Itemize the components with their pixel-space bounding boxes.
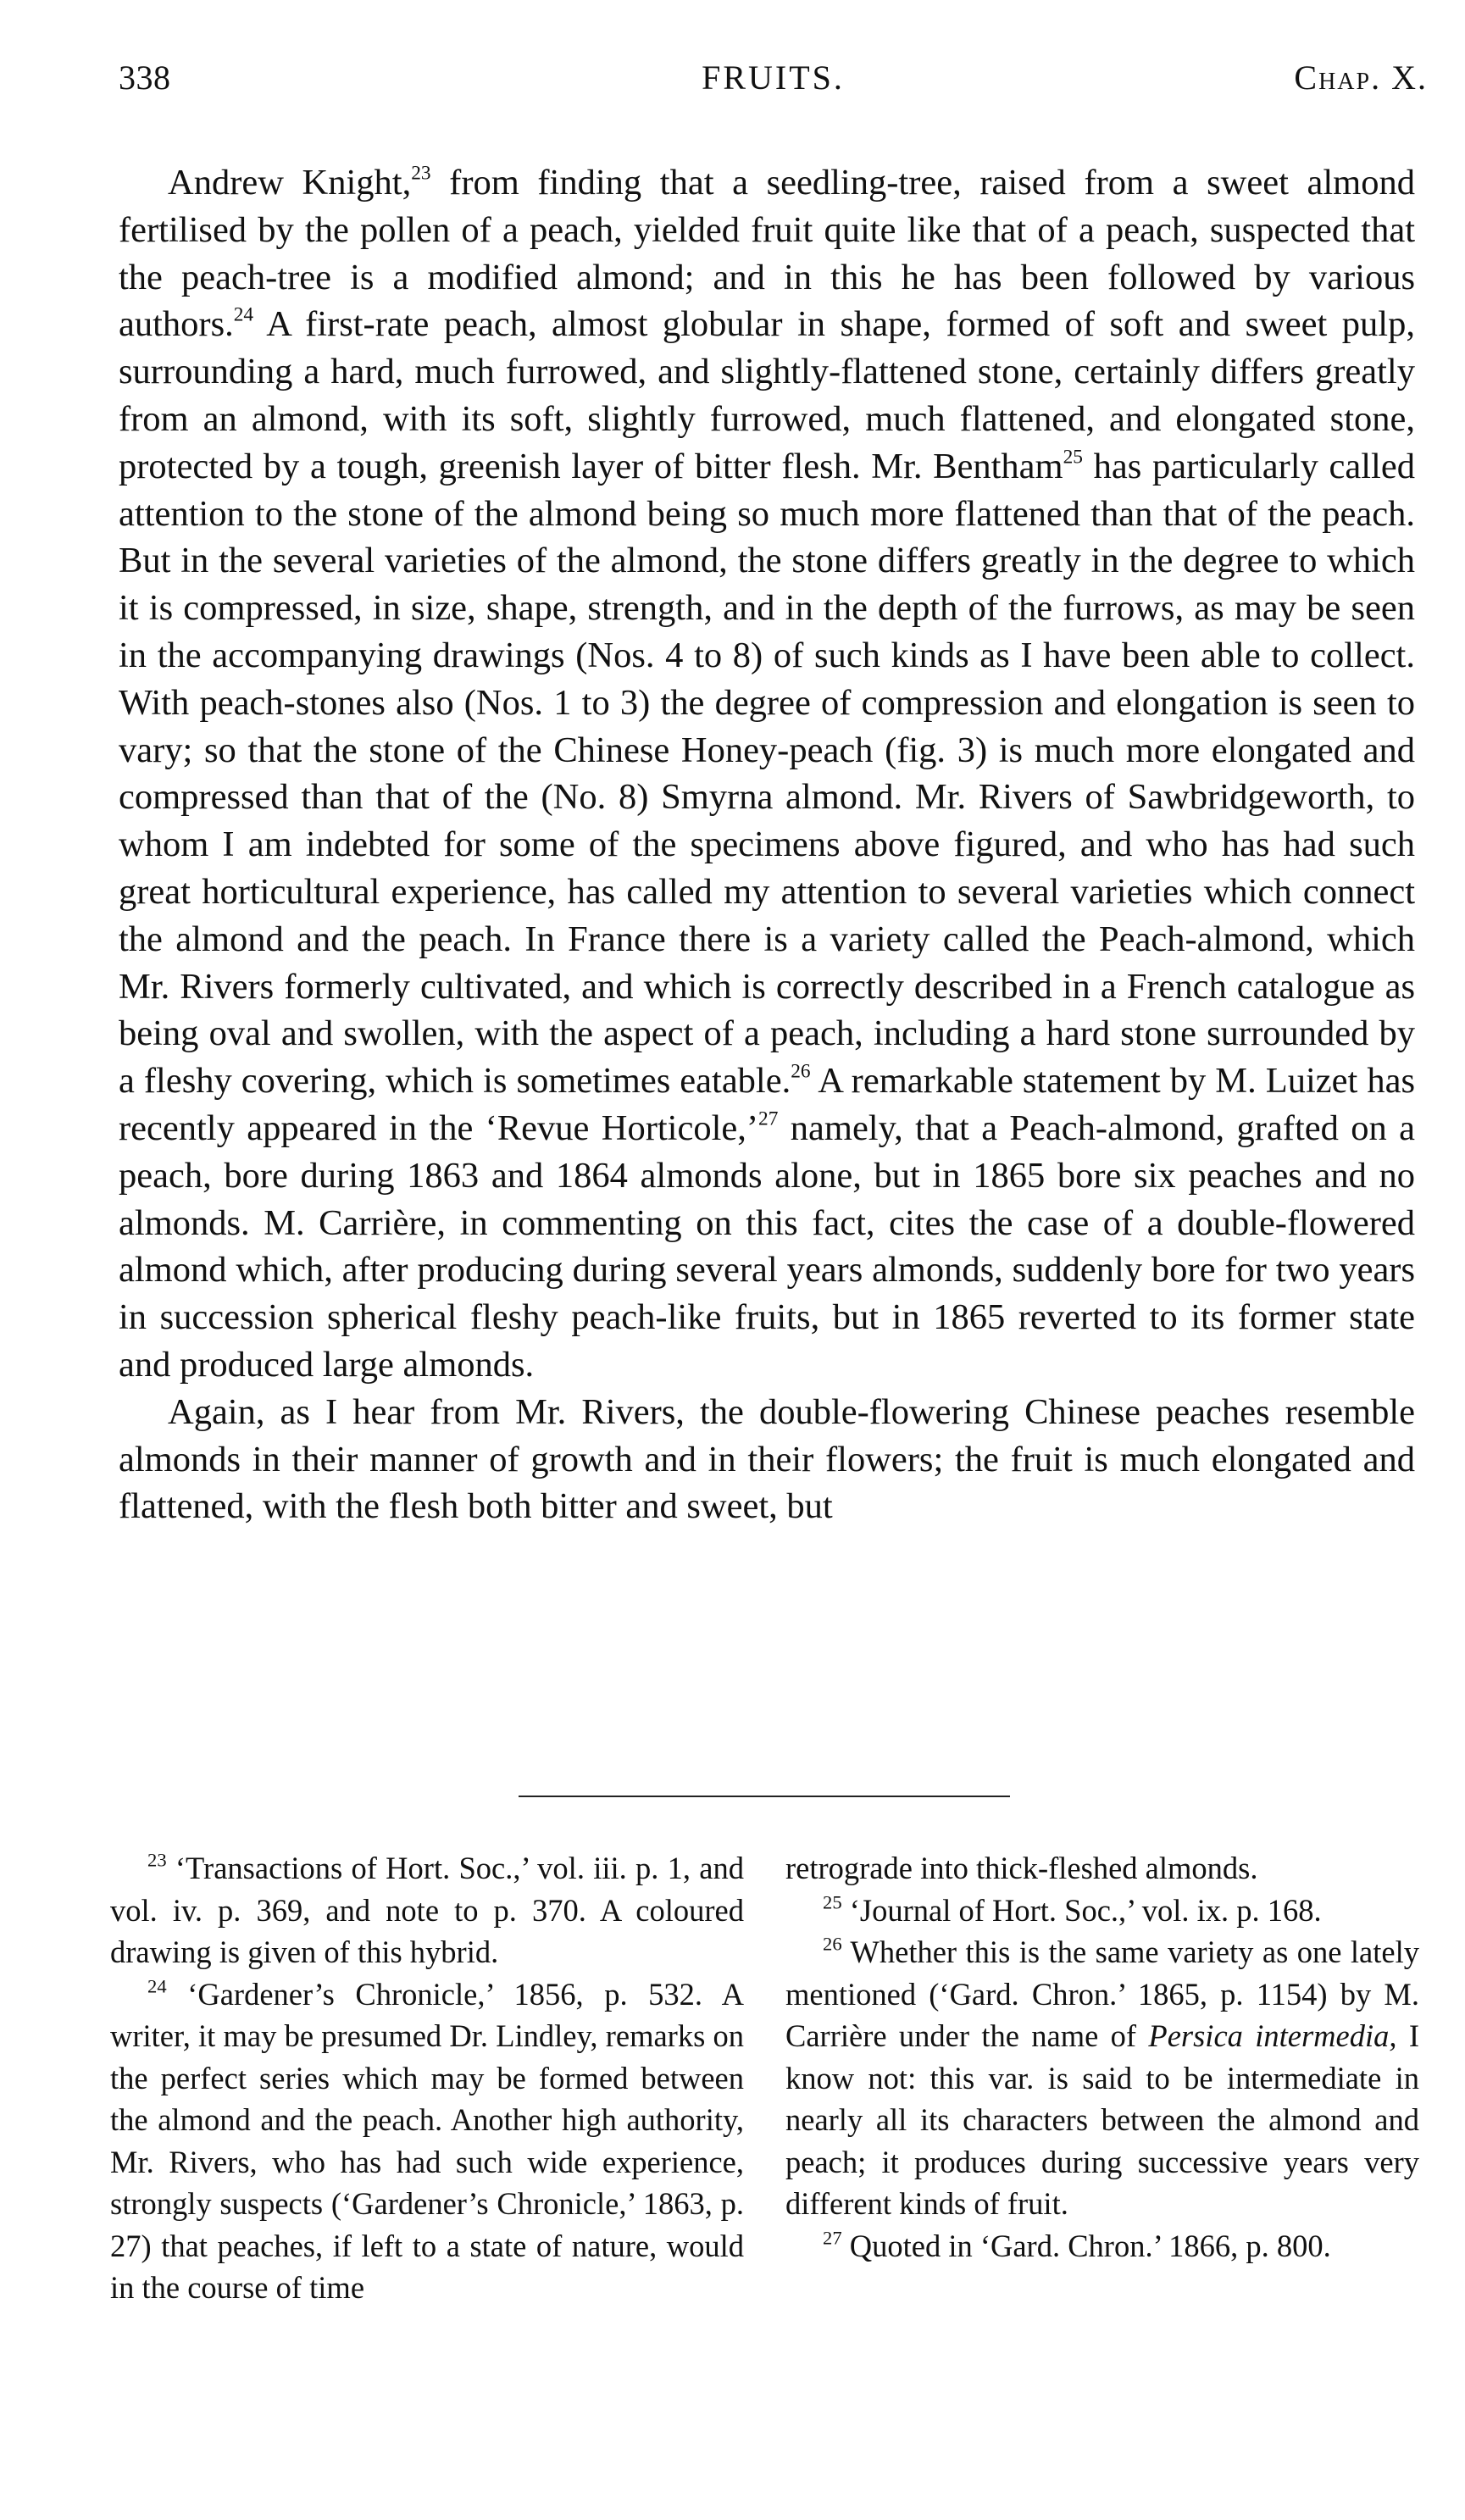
footnote-divider	[519, 1796, 1010, 1797]
text-run: A first-rate peach, almost globular in shape, formed of soft and sweet pulp, surrounding a hard, much furrowed, and slightly-flattened stone, certainly differs greatly from an almond, with its soft, slightly furrowed, much flattened, and elongated stone, protected by a tough, greenish layer of bitter flesh. Mr. Bentham	[119, 304, 1415, 486]
footnote-24	[110, 1973, 744, 2309]
footnote-text: Whether this is the same variety as one lately mentioned (‘Gard. Chron.’ 1865, p. 1154) by M. Carrière under the name of	[785, 1934, 1419, 2053]
main-text	[119, 159, 1415, 1530]
footnote-ref-23: 23	[411, 162, 431, 185]
text-run: Andrew Knight,	[168, 163, 412, 203]
text-run: has particularly called attention to the stone of the almond being so much more flattened than that of the peach. But in the several varieties of the almond, the stone differs greatly in the degree to which it is compressed, in size, shape, strength, and in the depth of the furrows, as may be seen in the accompanying drawings (Nos. 4 to 8) of such kinds as I have been able to collect. With peach-stones also (Nos. 1 to 3) the degree of compression and elongation is seen to vary; so that the stone of the Chinese Honey-peach (fig. 3) is much more elongated and compressed than that of the (No. 8) Smyrna almond. Mr. Rivers of Sawbridgeworth, to whom I am indebted for some of the specimens above figured, and who has had such great horticultural experience, has called my attention to several varieties which connect the almond and the peach. In France there is a variety called the Peach-almond, which Mr. Rivers formerly cultivated, and which is correctly described in a French catalogue as being oval and swollen, with the aspect of a peach, including a hard stone surrounded by a fleshy covering, which is sometimes eatable.	[119, 446, 1415, 1102]
footnotes	[110, 1847, 1419, 2309]
paragraph-2: Again, as I hear from Mr. Rivers, the double-flowering Chinese peaches resemble almonds in their manner of growth and in their flowers; the fruit is much elongated and flattened, with the flesh both bitter and sweet, but	[119, 1391, 1415, 1527]
text-run: A remarkable statement by M. Luizet has recently appeared in the ‘Revue Horticole,’	[119, 1061, 1415, 1148]
chapter-label: Chap. X.	[1294, 58, 1428, 97]
footnote-25	[785, 1890, 1419, 1932]
footnote-ref-25: 25	[1063, 446, 1083, 469]
text-run: from finding that a seedling-tree, raised from a sweet almond fertilised by the pollen of a peach, yielded fruit quite like that of a peach, suspected that the peach-tree is a modified almond; and in this he has been followed by various authors.	[119, 163, 1415, 345]
running-title: FRUITS.	[702, 58, 845, 97]
footnote-text: ‘Journal of Hort. Soc.,’ vol. ix. p. 168.	[841, 1892, 1322, 1928]
footnote-27	[785, 2225, 1419, 2267]
running-header	[119, 58, 1428, 108]
footnote-23	[110, 1847, 744, 1973]
page-number: 338	[119, 58, 171, 97]
footnote-text: ‘Transactions of Hort. Soc.,’ vol. iii. p. 1, and vol. iv. p. 369, and note to p. 370. A coloured drawing is given of this hybrid.	[110, 1851, 744, 1969]
footnote-number: 25	[823, 1890, 842, 1912]
footnote-24-continued: retrograde into thick-fleshed almonds.	[785, 1851, 1258, 1885]
paragraph-1	[119, 159, 1415, 1389]
footnote-number: 27	[823, 2226, 842, 2248]
footnote-column-right	[785, 1847, 1419, 2309]
footnote-text: Quoted in ‘Gard. Chron.’ 1866, p. 800.	[841, 2228, 1331, 2263]
footnote-ref-26: 26	[791, 1060, 811, 1083]
footnote-ref-24: 24	[233, 303, 254, 326]
species-name: Persica intermedia,	[1148, 2018, 1397, 2053]
footnote-text: ‘Gardener’s Chronicle,’ 1856, p. 532. A writer, it may be presumed Dr. Lindley, remarks on the perfect series which may be formed between the almond and the peach. Another high authority, Mr. Rivers, who has had such wide experience, strongly suspects (‘Gardener’s Chronicle,’ 1863, p. 27) that peaches, if left to a state of nature, would in the course of time	[110, 1976, 744, 2305]
footnote-number: 24	[147, 1974, 167, 1996]
footnote-text: I know not: this var. is said to be intermediate in nearly all its characters between the almond and peach; it produces during successive years very different kinds of fruit.	[785, 2018, 1420, 2221]
footnote-ref-27: 27	[758, 1107, 779, 1130]
text-run: namely, that a Peach-almond, grafted on a peach, bore during 1863 and 1864 almonds alone, but in 1865 bore six peaches and no almonds. M. Carrière, in commenting on this fact, cites the case of a double-flowered almond which, after producing during several years almonds, suddenly bore for two years in succession spherical fleshy peach-like fruits, but in 1865 reverted to its former state and produced large almonds.	[119, 1107, 1415, 1385]
footnote-number: 26	[823, 1933, 842, 1955]
footnote-number: 23	[147, 1849, 167, 1871]
footnote-26	[785, 1931, 1419, 2225]
footnote-column-left	[110, 1847, 744, 2309]
